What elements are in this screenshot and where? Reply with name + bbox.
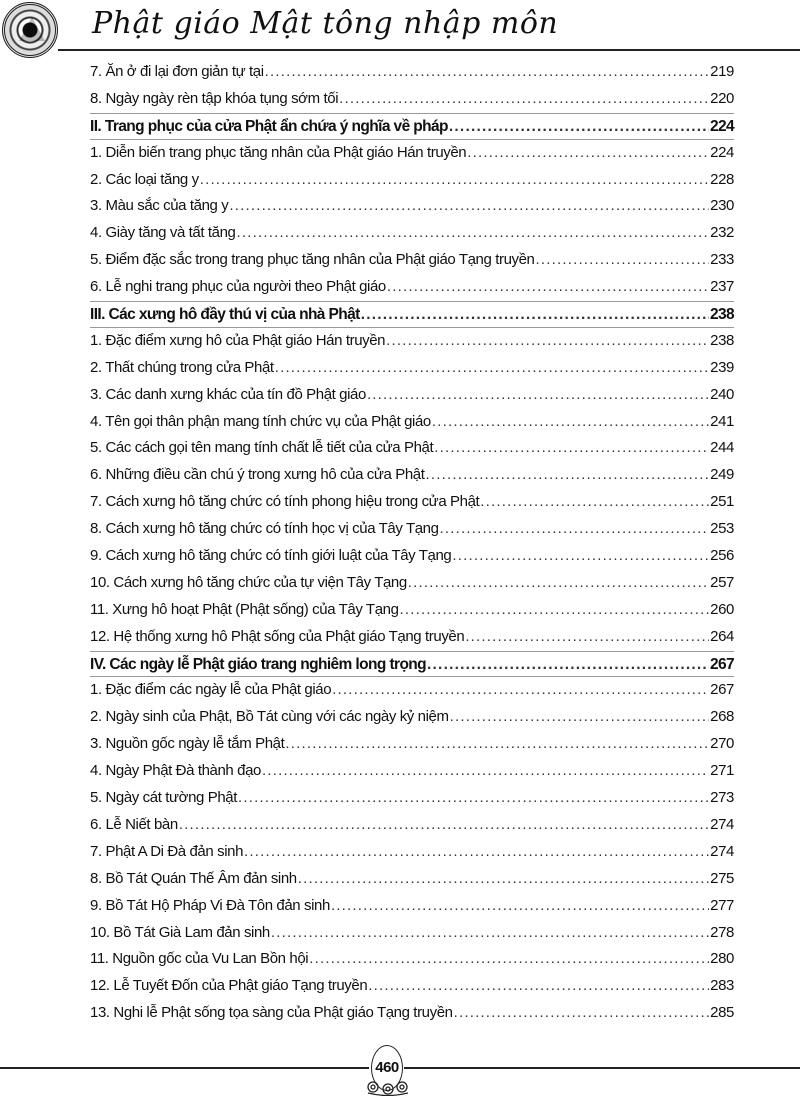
toc-entry — [90, 866, 734, 893]
toc-entry — [90, 247, 734, 274]
toc-entry-page: 238 — [709, 306, 734, 324]
toc-entry-title: 11. Nguồn gốc của Vu Lan Bồn hội — [90, 950, 309, 968]
toc-entry-page: 237 — [710, 278, 734, 296]
toc-entry-title: 1. Đặc điểm xưng hô của Phật giáo Hán truyền — [90, 331, 386, 349]
toc-entry-page: 274 — [710, 815, 734, 833]
toc-entry-title: 8. Ngày ngày rèn tập khóa tụng sớm tối — [90, 89, 339, 107]
toc-entry — [90, 140, 734, 167]
toc-entry-page: 270 — [710, 735, 734, 753]
dot-leader — [452, 543, 709, 570]
toc-entry-title: 4. Tên gọi thân phận mang tính chức vụ của Phật giáo — [90, 412, 431, 430]
dot-leader — [238, 785, 709, 812]
toc-entry-page: 232 — [710, 224, 734, 242]
toc-entry-page: 267 — [710, 681, 734, 699]
toc-entry-page: 239 — [710, 358, 734, 376]
toc-entry-title: 7. Phật A Di Đà đản sinh — [90, 842, 244, 860]
toc-entry — [90, 355, 734, 382]
dot-leader — [368, 973, 709, 1000]
footer-divider-right — [404, 1067, 800, 1069]
toc-entry-page: 220 — [710, 89, 734, 107]
toc-entry — [90, 812, 734, 839]
page-number: 460 — [371, 1045, 403, 1091]
toc-entry-title: 2. Ngày sinh của Phật, Bồ Tát cùng với các ngày kỷ niệm — [90, 708, 449, 726]
toc-entry — [90, 920, 734, 947]
table-of-contents — [90, 59, 734, 1027]
header-divider — [58, 49, 800, 51]
toc-entry-page: 219 — [710, 63, 734, 80]
footer-divider-left — [0, 1067, 369, 1069]
toc-entry-page: 274 — [710, 842, 734, 860]
toc-entry — [90, 570, 734, 597]
dot-leader — [367, 382, 709, 409]
toc-entry-title: 8. Cách xưng hô tăng chức có tính học vị của Tây Tạng — [90, 520, 439, 538]
toc-entry — [90, 597, 734, 624]
dot-leader — [465, 624, 709, 651]
dot-leader — [480, 489, 709, 516]
toc-entry — [90, 973, 734, 1000]
dot-leader — [387, 274, 709, 301]
toc-entry-title: II. Trang phục của cửa Phật ẩn chứa ý nghĩa về pháp — [90, 117, 448, 135]
toc-entry-title: 10. Bồ Tát Già Lam đản sinh — [90, 923, 270, 941]
toc-entry — [90, 328, 734, 355]
toc-entry — [90, 1000, 734, 1027]
toc-entry-title: III. Các xưng hô đầy thú vị của nhà Phật — [90, 306, 360, 324]
dot-leader — [275, 355, 709, 382]
dot-leader — [298, 866, 709, 893]
toc-entry — [90, 677, 734, 704]
dot-leader — [400, 597, 710, 624]
toc-entry-page: 256 — [710, 547, 734, 565]
toc-entry-title: 7. Ăn ở đi lại đơn giản tự tại — [90, 63, 264, 80]
dot-leader — [331, 893, 709, 920]
toc-section-heading — [90, 113, 734, 140]
toc-entry — [90, 382, 734, 409]
toc-section-heading — [90, 301, 734, 328]
dot-leader — [432, 409, 709, 436]
dot-leader — [309, 946, 709, 973]
toc-entry — [90, 274, 734, 301]
toc-entry-page: 285 — [710, 1004, 734, 1022]
toc-entry-title: 5. Điểm đặc sắc trong trang phục tăng nhân của Phật giáo Tạng truyền — [90, 251, 535, 269]
toc-entry-page: 271 — [710, 762, 734, 780]
toc-entry-title: 12. Lễ Tuyết Đốn của Phật giáo Tạng truyền — [90, 977, 368, 995]
toc-entry-title: 3. Nguồn gốc ngày lễ tắm Phật — [90, 735, 285, 753]
toc-entry-page: 273 — [710, 789, 734, 807]
toc-entry-title: 6. Lễ Niết bàn — [90, 815, 178, 833]
toc-entry-page: 268 — [710, 708, 734, 726]
toc-entry-page: 241 — [710, 412, 734, 430]
toc-entry — [90, 731, 734, 758]
toc-entry-page: 228 — [710, 170, 734, 188]
dot-leader — [339, 86, 709, 113]
toc-entry — [90, 59, 734, 86]
toc-entry-title: 1. Đặc điểm các ngày lễ của Phật giáo — [90, 681, 332, 699]
emblem-logo-icon — [2, 2, 58, 58]
toc-entry — [90, 946, 734, 973]
dot-leader — [450, 704, 710, 731]
dot-leader — [237, 220, 710, 247]
toc-entry — [90, 167, 734, 194]
toc-entry-title: 9. Cách xưng hô tăng chức có tính giới luật của Tây Tạng — [90, 547, 452, 565]
dot-leader — [200, 167, 709, 194]
toc-entry — [90, 489, 734, 516]
toc-entry — [90, 624, 734, 651]
dot-leader — [426, 462, 710, 489]
dot-leader — [179, 812, 709, 839]
toc-entry-title: 13. Nghi lễ Phật sống tọa sàng của Phật giáo Tạng truyền — [90, 1004, 453, 1022]
toc-entry-title: 9. Bồ Tát Hộ Pháp Vi Đà Tôn đản sinh — [90, 896, 330, 914]
toc-entry-title: 8. Bồ Tát Quán Thế Âm đản sinh — [90, 869, 297, 887]
toc-entry — [90, 462, 734, 489]
toc-entry-title: 10. Cách xưng hô tăng chức của tự viện Tây Tạng — [90, 573, 407, 591]
toc-entry-page: 224 — [710, 143, 734, 161]
floral-ornament-icon — [366, 1080, 410, 1096]
dot-leader — [440, 516, 710, 543]
toc-entry-title: 4. Giày tăng và tất tăng — [90, 224, 236, 242]
toc-entry-page: 238 — [710, 331, 734, 349]
toc-entry-page: 244 — [710, 439, 734, 457]
toc-entry-title: 12. Hệ thống xưng hô Phật sống của Phật giáo Tạng truyền — [90, 627, 465, 645]
toc-entry-title: 3. Màu sắc của tăng y — [90, 197, 229, 215]
toc-entry-page: 253 — [710, 520, 734, 538]
toc-entry-page: 233 — [710, 251, 734, 269]
toc-entry-title: 6. Lễ nghi trang phục của người theo Phật giáo — [90, 278, 386, 296]
toc-entry-title: IV. Các ngày lễ Phật giáo trang nghiêm long trọng — [90, 655, 427, 673]
dot-leader — [386, 328, 709, 355]
toc-entry-page: 275 — [710, 869, 734, 887]
dot-leader — [427, 652, 709, 679]
dot-leader — [271, 920, 709, 947]
dot-leader — [408, 570, 709, 597]
toc-section-heading — [90, 651, 734, 678]
toc-entry-page: 224 — [709, 117, 734, 135]
dot-leader — [332, 677, 709, 704]
toc-entry-title: 6. Những điều cần chú ý trong xưng hô của cửa Phật — [90, 466, 425, 484]
dot-leader — [467, 140, 709, 167]
toc-entry — [90, 193, 734, 220]
dot-leader — [361, 302, 709, 329]
toc-entry-title: 2. Thất chúng trong cửa Phật — [90, 358, 274, 376]
toc-entry — [90, 409, 734, 436]
toc-entry-page: 251 — [710, 493, 734, 511]
book-title: Phật giáo Mật tông nhập môn — [92, 6, 559, 41]
toc-entry-title: 1. Diễn biến trang phục tăng nhân của Phật giáo Hán truyền — [90, 143, 467, 161]
dot-leader — [265, 59, 710, 86]
toc-entry-title: 5. Các cách gọi tên mang tính chất lễ tiết của cửa Phật — [90, 439, 434, 457]
toc-entry — [90, 839, 734, 866]
toc-entry-page: 240 — [710, 385, 734, 403]
toc-entry-page: 249 — [710, 466, 734, 484]
toc-entry-page: 267 — [709, 655, 734, 673]
dot-leader — [449, 114, 709, 141]
dot-leader — [229, 193, 709, 220]
toc-entry-title: 4. Ngày Phật Đà thành đạo — [90, 762, 261, 780]
toc-entry-title: 3. Các danh xưng khác của tín đồ Phật giáo — [90, 385, 366, 403]
toc-entry — [90, 516, 734, 543]
toc-entry-page: 260 — [710, 600, 734, 618]
toc-entry-page: 257 — [710, 573, 734, 591]
toc-entry — [90, 893, 734, 920]
dot-leader — [244, 839, 709, 866]
dot-leader — [285, 731, 709, 758]
toc-entry — [90, 86, 734, 113]
page-header — [0, 0, 800, 60]
toc-entry-page: 280 — [710, 950, 734, 968]
toc-entry — [90, 543, 734, 570]
toc-entry — [90, 435, 734, 462]
toc-entry-title: 2. Các loại tăng y — [90, 170, 199, 188]
toc-entry — [90, 758, 734, 785]
dot-leader — [454, 1000, 710, 1027]
toc-entry-page: 230 — [710, 197, 734, 215]
toc-entry — [90, 785, 734, 812]
toc-entry-title: 7. Cách xưng hô tăng chức có tính phong hiệu trong cửa Phật — [90, 493, 480, 511]
toc-entry-title: 11. Xưng hô hoạt Phật (Phật sống) của Tây Tạng — [90, 600, 399, 618]
dot-leader — [434, 435, 709, 462]
toc-entry-page: 264 — [710, 627, 734, 645]
toc-entry — [90, 704, 734, 731]
toc-entry-page: 278 — [710, 923, 734, 941]
toc-entry-title: 5. Ngày cát tường Phật — [90, 789, 237, 807]
toc-entry-page: 283 — [710, 977, 734, 995]
toc-entry-page: 277 — [710, 896, 734, 914]
dot-leader — [262, 758, 709, 785]
dot-leader — [536, 247, 710, 274]
toc-entry — [90, 220, 734, 247]
